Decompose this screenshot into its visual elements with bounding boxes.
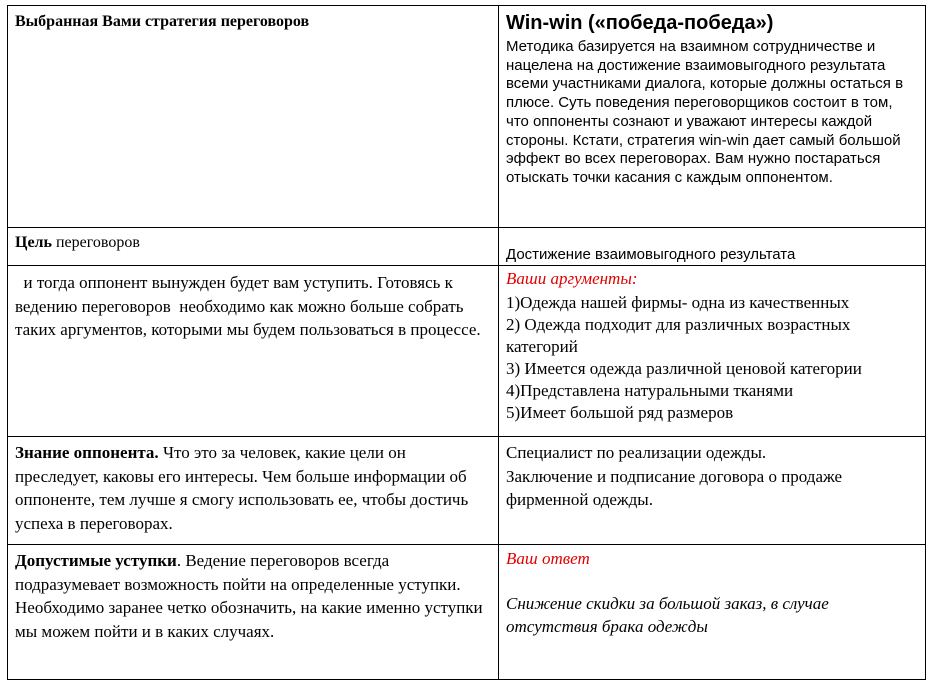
opponent-value-line1: Специалист по реализации одежды. xyxy=(506,443,767,462)
goal-label-bold: Цель xyxy=(15,234,52,251)
argument-item: 4)Представлена натуральными тканями xyxy=(506,381,794,400)
cell-arguments-label xyxy=(8,266,499,437)
strategy-table xyxy=(7,5,926,680)
concessions-label-rest: . Ведение переговоров всегда подразумевает возможность пойти на определенные уступки. Необходимо заранее четко обозначить, на какие именно уступки мы можем пойти и в каких случаях. xyxy=(15,551,483,641)
cell-goal-label xyxy=(8,228,499,266)
answer-title: Ваш ответ xyxy=(506,549,590,568)
argument-item: 1)Одежда нашей фирмы- одна из качественных xyxy=(506,293,850,312)
row-concessions xyxy=(8,545,926,680)
strategy-title: Win-win («победа-победа») xyxy=(506,12,774,34)
cell-goal-value[interactable] xyxy=(499,228,926,266)
cell-concessions-value[interactable] xyxy=(499,545,926,680)
opponent-value xyxy=(506,437,918,512)
opponent-label xyxy=(15,437,491,535)
opponent-value-line2: Заключение и подписание договора о продаже фирменной одежды. xyxy=(506,466,843,509)
cell-arguments-value[interactable] xyxy=(499,266,926,437)
opponent-label-rest: Что это за человек, какие цели он преследует, каковы его интересы. Чем больше информации об оппоненте, тем лучше я смогу использовать ее, чтобы достичь успеха в переговорах. xyxy=(15,443,469,533)
goal-label xyxy=(15,228,491,252)
argument-item: 5)Имеет большой ряд размеров xyxy=(506,403,734,422)
row-goal xyxy=(8,228,926,266)
argument-item: 2) Одежда подходит для различных возрастных категорий xyxy=(506,315,851,356)
strategy-description: Методика базируется на взаимном сотрудничестве и нацелена на достижение взаимовыгодного результата всеми участниками диалога, которые должны остаться в плюсе. Суть поведения переговорщиков состоит в том, что оппоненты сознают и уважают интересы каждой стороны. Кстати, стратегия win-win дает самый большой эффект во всех переговорах. Вам нужно постараться отыскать точки касания с каждым оппонентом. xyxy=(506,38,904,186)
cell-opponent-value[interactable] xyxy=(499,437,926,545)
goal-value: Достижение взаимовыгодного результата xyxy=(506,246,796,263)
arguments-title: Ваши аргументы: xyxy=(506,269,638,288)
argument-item: 3) Имеется одежда различной ценовой категории xyxy=(506,359,862,378)
goal-label-rest: переговоров xyxy=(51,234,140,251)
cell-strategy-value[interactable] xyxy=(499,6,926,228)
row-arguments xyxy=(8,266,926,437)
cell-strategy-label xyxy=(8,6,499,228)
arguments-list xyxy=(506,292,918,424)
answer-text: Снижение скидки за большой заказ, в случае отсутствия брака одежды xyxy=(506,594,829,636)
cell-opponent-label xyxy=(8,437,499,545)
cell-concessions-label xyxy=(8,545,499,680)
opponent-label-bold: Знание оппонента. xyxy=(15,443,159,462)
row-opponent xyxy=(8,437,926,545)
concessions-label xyxy=(15,545,491,643)
row-strategy xyxy=(8,6,926,228)
concessions-label-bold: Допустимые уступки xyxy=(15,551,177,570)
arguments-intro: и тогда оппонент вынужден будет вам уступить. Готовясь к ведению переговоров необходимо как можно больше собрать таких аргументов, которыми мы будем пользоваться в процессе. xyxy=(15,273,481,339)
strategy-label: Выбранная Вами стратегия переговоров xyxy=(15,13,310,30)
